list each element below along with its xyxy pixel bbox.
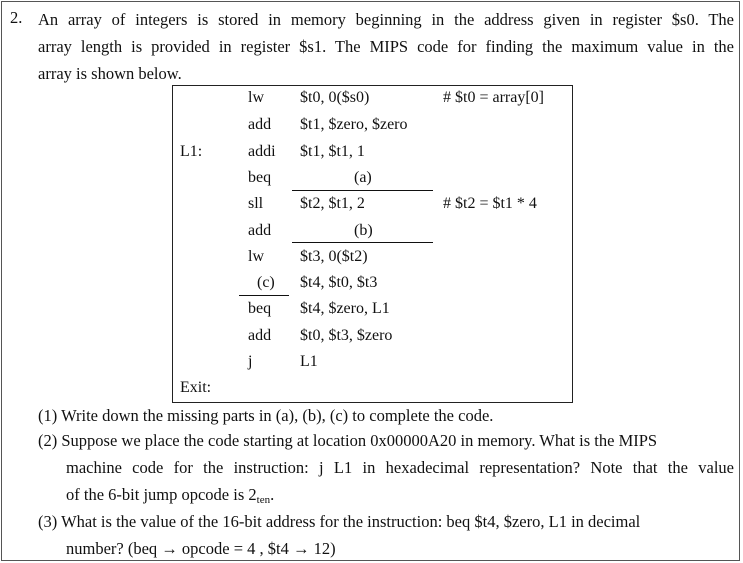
- q3-number: (3): [38, 512, 58, 531]
- label-l1: L1:: [180, 143, 203, 160]
- intro-line-2: array length is provided in register $s1. The MIPS code for finding the maximum value in the: [38, 37, 734, 56]
- q2-text-3: of the 6-bit jump opcode is $2_{ten}$.: [66, 485, 275, 506]
- code-args: $t1, $t1, 1: [300, 143, 365, 160]
- blank-c-underline: [239, 295, 289, 296]
- code-op: add: [248, 327, 272, 344]
- code-op: sll: [248, 195, 264, 212]
- intro-line-1: An array of integers is stored in memory beginning in the address given in register $s0. The: [38, 10, 734, 29]
- code-args: $t4, $t0, $t3: [300, 274, 378, 291]
- question-number: 2.: [10, 8, 23, 27]
- q2-number: (2): [38, 431, 58, 450]
- code-op: j: [248, 353, 253, 370]
- blank-b: (b): [354, 222, 373, 239]
- q3-text-1: What is the value of the 16-bit address for the instruction: beq $t4, $zero, L1 in decimal: [61, 512, 641, 531]
- code-op: beq: [248, 169, 272, 186]
- code-args: $t1, $zero, $zero: [300, 116, 408, 133]
- code-args: $t0, 0($s0): [300, 89, 370, 106]
- subscript-ten: ten: [256, 494, 271, 506]
- label-exit: Exit:: [180, 379, 212, 396]
- q2-text-1: Suppose we place the code starting at location 0x00000A20 in memory. What is the MIPS: [61, 431, 658, 450]
- code-comment: # $t0 = array[0]: [443, 89, 544, 106]
- q1-number: (1): [38, 406, 58, 425]
- blank-a-underline: [292, 190, 433, 191]
- blank-a: (a): [354, 169, 372, 186]
- code-args: $t2, $t1, 2: [300, 195, 365, 212]
- blank-c: (c): [257, 274, 275, 291]
- code-args: $t0, $t3, $zero: [300, 327, 393, 344]
- sub-question-2: [38, 427, 734, 508]
- code-op: lw: [248, 248, 264, 265]
- code-args: $t3, 0($t2): [300, 248, 368, 265]
- code-box: [172, 85, 573, 403]
- problem-intro: [38, 6, 734, 87]
- blank-b-underline: [292, 242, 433, 243]
- code-op: add: [248, 222, 272, 239]
- q2-text-2: machine code for the instruction: j L1 in hexadecimal representation? Note that the value: [66, 458, 734, 477]
- q3-text-2: number? (beq → opcode = 4 , $t4 → 12): [66, 539, 336, 558]
- code-op: beq: [248, 300, 272, 317]
- code-args: $t4, $zero, L1: [300, 300, 390, 317]
- q1-text: Write down the missing parts in (a), (b), (c) to complete the code.: [61, 406, 494, 425]
- code-comment: # $t2 = $t1 * 4: [443, 195, 537, 212]
- sub-question-3: [38, 508, 734, 562]
- code-op: add: [248, 116, 272, 133]
- code-op: lw: [248, 89, 264, 106]
- code-op: addi: [248, 143, 276, 160]
- sub-question-1: [38, 402, 734, 429]
- code-args: L1: [300, 353, 318, 370]
- intro-line-3: array is shown below.: [38, 64, 182, 83]
